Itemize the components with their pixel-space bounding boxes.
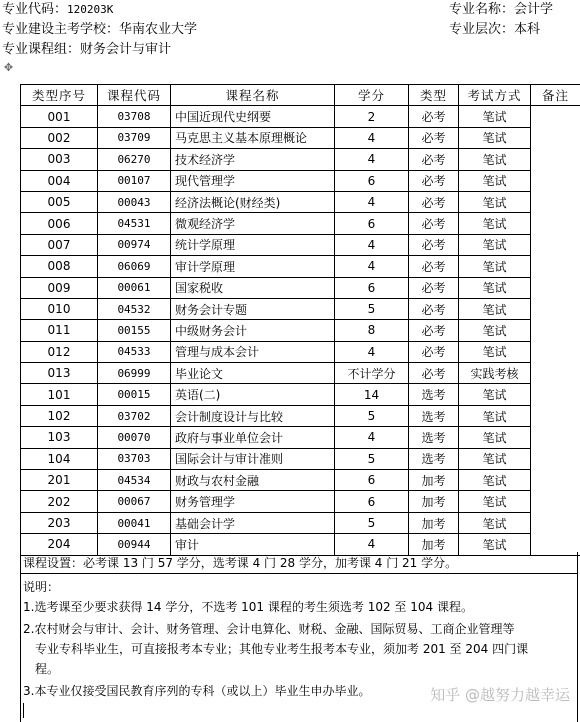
cell-course-code: 06270 xyxy=(98,149,171,170)
cell-credits: 不计学分 xyxy=(335,363,409,384)
table-row xyxy=(21,170,580,191)
cell-type-seq: 201 xyxy=(21,470,98,491)
cell-type: 选考 xyxy=(409,448,459,469)
note-item-3: 3.本专业仅接受国民教育序列的专科（或以上）毕业生申办毕业。 xyxy=(23,684,371,698)
cell-exam-method: 笔试 xyxy=(459,405,531,426)
table-row xyxy=(21,213,580,234)
cell-course-code: 00061 xyxy=(98,277,171,298)
cell-credits: 4 xyxy=(335,234,409,255)
cell-type: 选考 xyxy=(409,405,459,426)
col-header-type: 类型 xyxy=(409,85,459,106)
major-code-label: 专业代码： xyxy=(2,2,68,17)
cell-course-name: 会计制度设计与比较 xyxy=(171,405,335,426)
text-cursor xyxy=(23,703,24,718)
cell-type-seq: 001 xyxy=(21,106,98,127)
cell-type: 必考 xyxy=(409,298,459,319)
table-row xyxy=(21,363,580,384)
cell-type-seq: 203 xyxy=(21,512,98,533)
cell-course-code: 00067 xyxy=(98,491,171,512)
cell-course-name: 管理与成本会计 xyxy=(171,341,335,362)
cell-course-code: 03702 xyxy=(98,405,171,426)
cell-exam-method: 笔试 xyxy=(459,106,531,127)
cell-exam-method: 笔试 xyxy=(459,191,531,212)
cell-credits: 6 xyxy=(335,213,409,234)
cell-exam-method: 笔试 xyxy=(459,320,531,341)
cell-exam-method: 笔试 xyxy=(459,341,531,362)
table-row xyxy=(21,106,580,127)
cell-course-code: 03709 xyxy=(98,127,171,148)
cell-remarks xyxy=(531,106,580,555)
cell-type-seq: 002 xyxy=(21,127,98,148)
cell-type: 必考 xyxy=(409,341,459,362)
cell-course-code: 04531 xyxy=(98,213,171,234)
cell-exam-method: 笔试 xyxy=(459,234,531,255)
cell-type: 必考 xyxy=(409,320,459,341)
cell-type-seq: 013 xyxy=(21,363,98,384)
cell-credits: 5 xyxy=(335,298,409,319)
table-row xyxy=(21,427,580,448)
cell-credits: 2 xyxy=(335,106,409,127)
cell-course-code: 00107 xyxy=(98,170,171,191)
table-row xyxy=(21,127,580,148)
table-row xyxy=(21,277,580,298)
cell-exam-method: 笔试 xyxy=(459,512,531,533)
cell-type-seq: 004 xyxy=(21,170,98,191)
cell-type: 必考 xyxy=(409,127,459,148)
col-header-course-code: 课程代码 xyxy=(98,85,171,106)
note-item-2-line-3: 程。 xyxy=(35,662,60,676)
cell-course-name: 现代管理学 xyxy=(171,170,335,191)
cell-type-seq: 103 xyxy=(21,427,98,448)
table-body xyxy=(21,106,580,555)
cell-credits: 8 xyxy=(335,320,409,341)
cell-exam-method: 笔试 xyxy=(459,427,531,448)
cell-credits: 6 xyxy=(335,470,409,491)
cell-credits: 6 xyxy=(335,491,409,512)
cell-type-seq: 101 xyxy=(21,384,98,405)
cell-credits: 6 xyxy=(335,277,409,298)
cell-course-name: 英语(二) xyxy=(171,384,335,405)
cell-type-seq: 008 xyxy=(21,256,98,277)
cell-course-name: 政府与事业单位会计 xyxy=(171,427,335,448)
col-header-remarks: 备注 xyxy=(531,85,580,106)
cell-course-name: 统计学原理 xyxy=(171,234,335,255)
cell-type-seq: 102 xyxy=(21,405,98,426)
cell-credits: 4 xyxy=(335,191,409,212)
cell-type: 必考 xyxy=(409,277,459,298)
cell-course-name: 财务管理学 xyxy=(171,491,335,512)
cell-credits: 4 xyxy=(335,127,409,148)
cell-course-code: 04534 xyxy=(98,470,171,491)
cell-type: 必考 xyxy=(409,213,459,234)
cell-exam-method: 笔试 xyxy=(459,448,531,469)
cell-course-code: 04532 xyxy=(98,298,171,319)
course-table xyxy=(20,84,580,556)
table-row xyxy=(21,234,580,255)
cell-credits: 5 xyxy=(335,448,409,469)
cell-course-name: 中国近现代史纲要 xyxy=(171,106,335,127)
cell-type: 选考 xyxy=(409,427,459,448)
cell-credits: 6 xyxy=(335,170,409,191)
cell-type-seq: 011 xyxy=(21,320,98,341)
cell-type-seq: 012 xyxy=(21,341,98,362)
cell-type: 选考 xyxy=(409,384,459,405)
cell-course-name: 国际会计与审计准则 xyxy=(171,448,335,469)
notes-title: 说明： xyxy=(23,580,60,594)
cell-course-code: 00944 xyxy=(98,534,171,555)
cell-type-seq: 010 xyxy=(21,298,98,319)
cell-course-code: 04533 xyxy=(98,341,171,362)
cell-course-code: 00974 xyxy=(98,234,171,255)
cell-credits: 4 xyxy=(335,149,409,170)
cell-exam-method: 笔试 xyxy=(459,256,531,277)
cell-course-code: 00070 xyxy=(98,427,171,448)
table-row xyxy=(21,512,580,533)
cell-course-code: 06069 xyxy=(98,256,171,277)
cell-course-name: 审计学原理 xyxy=(171,256,335,277)
table-row xyxy=(21,149,580,170)
cell-exam-method: 笔试 xyxy=(459,277,531,298)
col-header-type-seq: 类型序号 xyxy=(21,85,98,106)
cell-credits: 5 xyxy=(335,512,409,533)
table-header-row xyxy=(21,85,580,106)
col-header-course-name: 课程名称 xyxy=(171,85,335,106)
cell-credits: 4 xyxy=(335,534,409,555)
cell-course-name: 基础会计学 xyxy=(171,512,335,533)
major-code-value: 120203K xyxy=(67,3,114,16)
table-row xyxy=(21,298,580,319)
cell-type-seq: 009 xyxy=(21,277,98,298)
major-code xyxy=(2,2,113,18)
cell-type: 必考 xyxy=(409,363,459,384)
table-row xyxy=(21,448,580,469)
cell-course-name: 中级财务会计 xyxy=(171,320,335,341)
cell-type: 加考 xyxy=(409,491,459,512)
cell-course-code: 06999 xyxy=(98,363,171,384)
cell-credits: 5 xyxy=(335,405,409,426)
cell-type-seq: 006 xyxy=(21,213,98,234)
cell-course-name: 国家税收 xyxy=(171,277,335,298)
table-row xyxy=(21,191,580,212)
cell-exam-method: 笔试 xyxy=(459,384,531,405)
note-item-1: 1.选考课至少要求获得 14 学分，不选考 101 课程的考生须选考 102 至 104 课程。 xyxy=(23,600,473,614)
cell-exam-method: 笔试 xyxy=(459,470,531,491)
cell-credits: 14 xyxy=(335,384,409,405)
cell-type: 必考 xyxy=(409,170,459,191)
host-school: 专业建设主考学校：华南农业大学 xyxy=(2,22,198,37)
cell-exam-method: 笔试 xyxy=(459,149,531,170)
cell-course-code: 00155 xyxy=(98,320,171,341)
cell-exam-method: 笔试 xyxy=(459,491,531,512)
cell-course-name: 马克思主义基本原理概论 xyxy=(171,127,335,148)
zhihu-watermark: 知乎 @越努力越幸运 xyxy=(430,686,570,704)
course-group: 专业课程组：财务会计与审计 xyxy=(2,42,172,57)
table-row xyxy=(21,256,580,277)
cell-type: 加考 xyxy=(409,470,459,491)
table-row xyxy=(21,405,580,426)
cell-type-seq: 204 xyxy=(21,534,98,555)
cell-course-code: 00015 xyxy=(98,384,171,405)
cell-type-seq: 005 xyxy=(21,191,98,212)
col-header-exam-method: 考试方式 xyxy=(459,85,531,106)
table-row xyxy=(21,470,580,491)
table-row xyxy=(21,320,580,341)
cell-type-seq: 104 xyxy=(21,448,98,469)
cell-course-name: 微观经济学 xyxy=(171,213,335,234)
cell-type: 必考 xyxy=(409,149,459,170)
major-level: 专业层次：本科 xyxy=(449,22,541,37)
cell-type-seq: 007 xyxy=(21,234,98,255)
cell-type: 加考 xyxy=(409,512,459,533)
major-name: 专业名称：会计学 xyxy=(449,2,554,17)
note-item-2-line-2: 专业专科毕业生，可直接报考本专业；其他专业考生报考本专业，须加考 201 至 204 四门课 xyxy=(35,642,529,656)
cell-course-code: 00043 xyxy=(98,191,171,212)
note-item-2-line-1: 2.农村财会与审计、会计、财务管理、会计电算化、财税、金融、国际贸易、工商企业管理等 xyxy=(23,622,515,636)
table-row xyxy=(21,384,580,405)
cell-course-name: 财政与农村金融 xyxy=(171,470,335,491)
cell-exam-method: 笔试 xyxy=(459,298,531,319)
cell-course-code: 03703 xyxy=(98,448,171,469)
cell-exam-method: 笔试 xyxy=(459,534,531,555)
cell-exam-method: 笔试 xyxy=(459,213,531,234)
cell-course-name: 技术经济学 xyxy=(171,149,335,170)
cell-credits: 4 xyxy=(335,256,409,277)
cell-type: 必考 xyxy=(409,106,459,127)
cell-exam-method: 实践考核 xyxy=(459,363,531,384)
cell-type: 必考 xyxy=(409,191,459,212)
cell-course-code: 00041 xyxy=(98,512,171,533)
cell-credits: 4 xyxy=(335,427,409,448)
cell-type-seq: 202 xyxy=(21,491,98,512)
table-row xyxy=(21,491,580,512)
cell-type: 必考 xyxy=(409,256,459,277)
cell-type-seq: 003 xyxy=(21,149,98,170)
cell-course-code: 03708 xyxy=(98,106,171,127)
table-row xyxy=(21,341,580,362)
cell-exam-method: 笔试 xyxy=(459,127,531,148)
cell-course-name: 经济法概论(财经类) xyxy=(171,191,335,212)
cell-course-name: 毕业论文 xyxy=(171,363,335,384)
cell-course-name: 财务会计专题 xyxy=(171,298,335,319)
cell-exam-method: 笔试 xyxy=(459,170,531,191)
course-summary: 课程设置：必考课 13 门 57 学分，选考课 4 门 28 学分，加考课 4 门 21 学分。 xyxy=(20,552,578,574)
move-cross-icon[interactable]: ✥ xyxy=(3,61,14,74)
cell-course-name: 审计 xyxy=(171,534,335,555)
cell-credits: 4 xyxy=(335,341,409,362)
cell-type: 加考 xyxy=(409,534,459,555)
col-header-credits: 学分 xyxy=(335,85,409,106)
cell-type: 必考 xyxy=(409,234,459,255)
